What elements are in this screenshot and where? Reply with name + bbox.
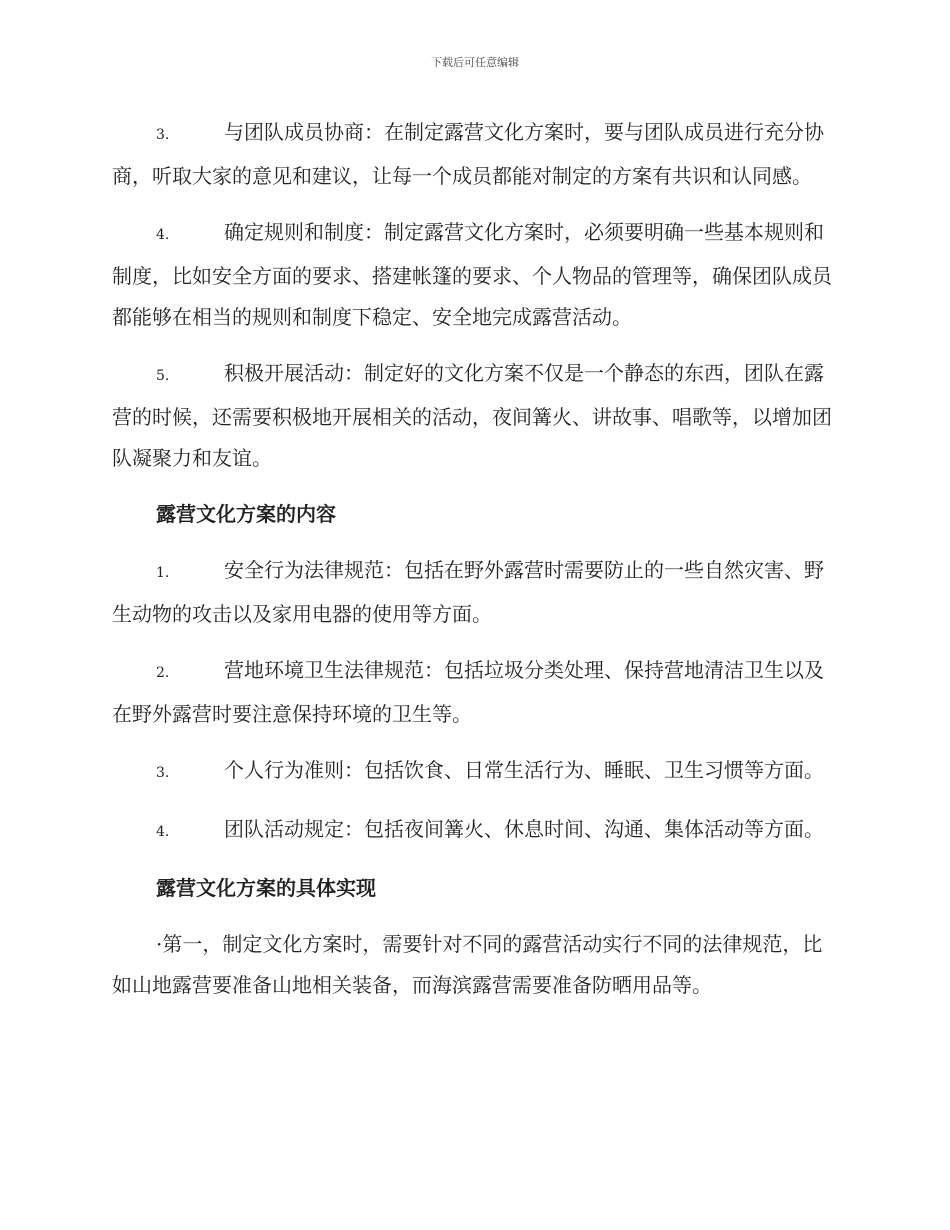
bullet-dot: · <box>156 932 163 956</box>
page-header: 下载后可任意编辑 <box>431 56 519 69</box>
item-text: 积极开展活动：制定好的文化方案不仅是一个静态的东西，团队在露营的时候，还需要积极地开展相关的活动，夜间篝火、讲故事、唱歌等，以增加团队凝聚力和友谊。 <box>112 361 832 470</box>
bullet-paragraph <box>112 924 834 1006</box>
item-number: 1. <box>156 565 170 581</box>
list-item <box>112 112 834 197</box>
item-text: 营地环境卫生法律规范：包括垃圾分类处理、保持营地清洁卫生以及在野外露营时要注意保持环境的卫生等。 <box>112 658 824 726</box>
item-number: 3. <box>156 765 170 781</box>
item-number: 2. <box>156 665 170 681</box>
item-number: 3. <box>156 127 170 143</box>
list-item <box>112 750 834 794</box>
document-body <box>112 112 834 1021</box>
item-text: 与团队成员协商：在制定露营文化方案时，要与团队成员进行充分协商，听取大家的意见和建议，让每一个成员都能对制定的方案有共识和认同感。 <box>112 120 824 188</box>
list-item <box>112 212 834 338</box>
list-item <box>112 650 834 735</box>
item-text: 安全行为法律规范：包括在野外露营时需要防止的一些自然灾害、野生动物的攻击以及家用电器的使用等方面。 <box>112 558 824 626</box>
item-text: 团队活动规定：包括夜间篝火、休息时间、沟通、集体活动等方面。 <box>224 817 824 841</box>
item-number: 4. <box>156 227 170 243</box>
section-heading: 露营文化方案的内容 <box>156 502 336 526</box>
item-number: 5. <box>156 368 170 384</box>
list-item <box>112 353 834 479</box>
list-item <box>112 809 834 853</box>
item-text: 个人行为准则：包括饮食、日常生活行为、睡眠、卫生习惯等方面。 <box>224 758 824 782</box>
item-number: 4. <box>156 824 170 840</box>
section-heading: 露营文化方案的具体实现 <box>156 876 376 900</box>
list-item <box>112 550 834 635</box>
bullet-text: 第一，制定文化方案时，需要针对不同的露营活动实行不同的法律规范，比如山地露营要准备山地相关装备，而海滨露营需要准备防晒用品等。 <box>112 932 823 997</box>
item-text: 确定规则和制度：制定露营文化方案时，必须要明确一些基本规则和制度，比如安全方面的要求、搭建帐篷的要求、个人物品的管理等，确保团队成员都能够在相当的规则和制度下稳定、安全地完成露营活动。 <box>112 220 832 329</box>
